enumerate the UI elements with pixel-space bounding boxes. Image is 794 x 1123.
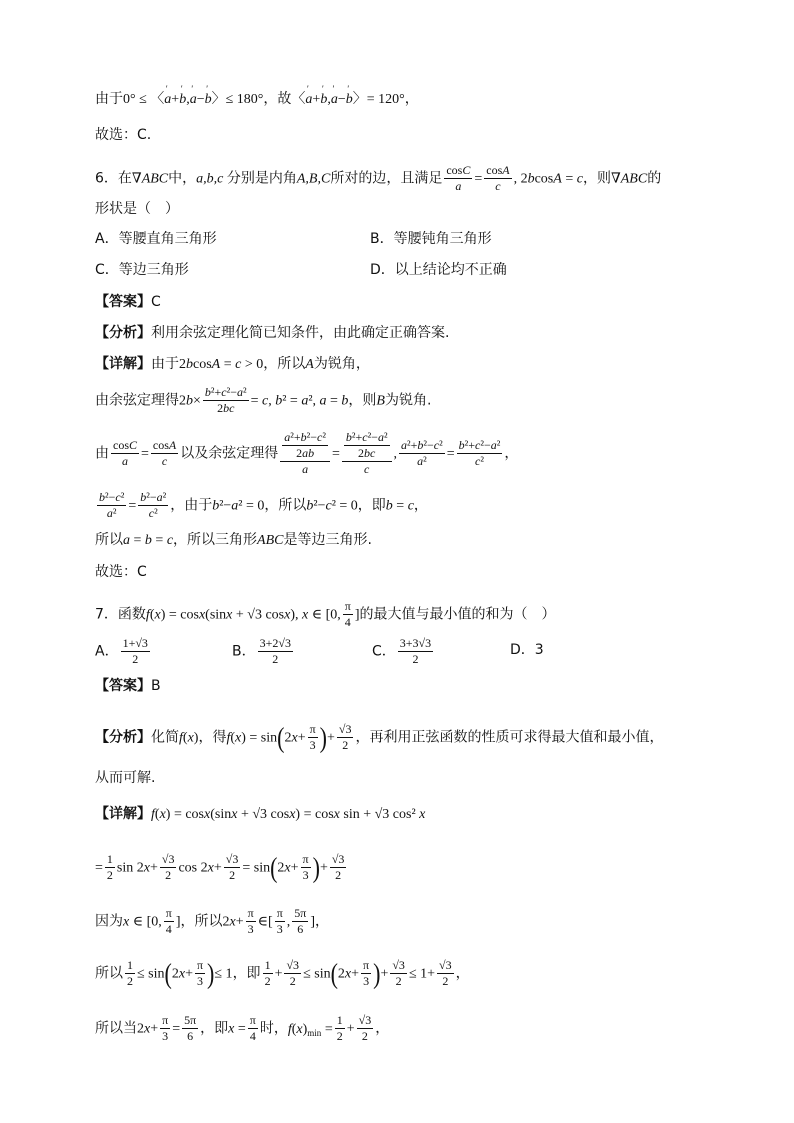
- answer-line: 【答案】B: [95, 678, 161, 694]
- detail-line: 所以当2x+ $\frac{\pi}{3}$ = $\frac{5\pi}{6}$ ，即x = $\frac{\pi}{4}$ 时，$f(x)_{min}$ = $\frac{1}{2}$ + $\frac{√3}{2}$ ，: [95, 1013, 390, 1043]
- option-b: B．等腰钝角三角形: [370, 231, 492, 247]
- q7-option-c: C． $\frac{3+3√3}{2}$: [372, 636, 432, 666]
- q7-option-d: D．3: [510, 642, 544, 658]
- question-6-cont: 形状是（ ）: [95, 201, 179, 217]
- detail-line: 所以a = b = c，所以三角形ABC是等边三角形.: [95, 532, 372, 548]
- analysis-cont: 从而可解.: [95, 770, 156, 786]
- text-line: 由于0° ≤ 〈' a+' b,' a−' b〉≤ 180°，故〈' a+' b,' a−' b〉= 120°，: [95, 92, 419, 107]
- select-line: 故选：C: [95, 564, 147, 580]
- option-d: D．以上结论均不正确: [370, 262, 507, 278]
- analysis-line: 【分析】化简f(x)，得f(x) = sin(2x+ $\frac{\pi}{3}$ )+ $\frac{√3}{2}$ ，再利用正弦函数的性质可求得最大值和最小值，: [95, 720, 664, 754]
- detail-line: 所以 $\frac{1}{2}$ ≤ sin(2x+ $\frac{\pi}{3}$ )≤ 1，即 $\frac{1}{2}$ + $\frac{√3}{2}$ ≤ sin(2x+ $\frac{\pi}{3}$ )+ $\frac{√3}{2}$ ≤ 1+ $\frac{√3}{2}$ ，: [95, 956, 470, 990]
- q7-options: A． $\frac{1+√3}{2}$: [95, 636, 148, 666]
- detail-line: 【详解】f(x) = cosx(sinx + √3 cosx) = cosx sin + √3 cos² x: [95, 806, 426, 822]
- option-a: A．等腰直角三角形: [95, 231, 217, 247]
- question-7: 7．函数f(x) = cosx(sinx + √3 cosx), x ∈ [0, $\frac{\pi}{4}$ ]的最大值与最小值的和为（ ）: [95, 599, 556, 629]
- detail-line: = $\frac{1}{2}$ sin 2x+ $\frac{√3}{2}$ cos 2x+ $\frac{√3}{2}$ = sin(2x+ $\frac{\pi}{3}$ )+ $\frac{√3}{2}$: [95, 850, 345, 884]
- text-line: 故选：C.: [95, 127, 152, 143]
- answer-line: 【答案】C: [95, 294, 161, 310]
- analysis-line: 【分析】利用余弦定理化简已知条件，由此确定正确答案.: [95, 325, 450, 341]
- q7-option-b: B． $\frac{3+2√3}{2}$: [232, 636, 291, 666]
- detail-line: 因为x ∈ [0, $\frac{\pi}{4}$ ]，所以2x+ $\frac{\pi}{3}$ ∈[ $\frac{\pi}{3}$ , $\frac{5\pi}{6}$ ]，: [95, 906, 329, 936]
- question-6: 6．在∇ABC中，a,b,c 分别是内角A,B,C所对的边，且满足 $\frac{\cos C}{a}$ = $\frac{\cos A}{c}$ , 2bcosA = c，则∇ABC的: [95, 163, 662, 193]
- option-c: C．等边三角形: [95, 262, 189, 278]
- detail-line: 由余弦定理得2b× $\frac{\text{b²+c²−a²}}{2bc}$ = c, b² = a², a = b，则B为锐角.: [95, 385, 432, 415]
- detail-line: $\frac{\text{b²−c²}}{\text{a²}}$ = $\frac{\text{b²−a²}}{\text{c²}}$ ，由于b²−a² = 0，所以b²−c² = 0，即b = c，: [99, 490, 428, 520]
- detail-line: 【详解】由于2bcosA = c > 0，所以A为锐角，: [95, 356, 370, 372]
- detail-line: 由 $\frac{\cos C}{a}$ = $\frac{\cos A}{c}$ 以及余弦定理得 $\frac{\frac{\text{a²+b²−c²}}{2ab}}{a}$ = $\frac{\frac{\text{b²+c²−a²}}{2bc}}{c}$ , $\frac{\text{a²+b²−c²}}{\text{a²}}$ = $\frac{\text{b²+c²−a²}}{\text{c²}}$ ，: [95, 430, 519, 476]
